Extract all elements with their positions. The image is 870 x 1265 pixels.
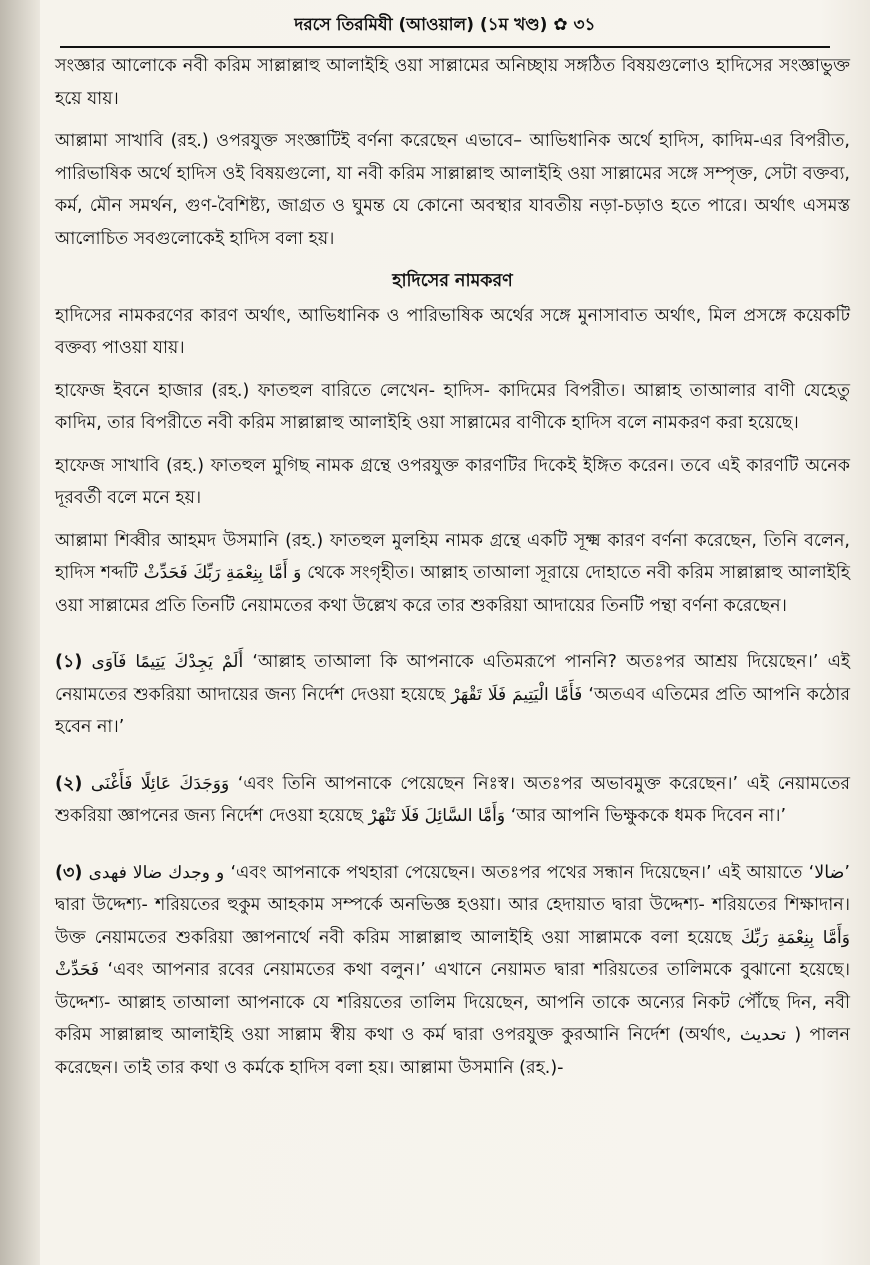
paragraph-1: সংজ্ঞার আলোকে নবী করিম সাল্লাল্লাহু আলাইহি ওয়া সাল্লামের অনিচ্ছায় সঙ্গঠিত বিষয়গুলোও হাদিসের সংজ্ঞাভুক্ত হয়ে যায়। xyxy=(55,56,850,109)
paragraph-5: হাফেজ সাখাবি (রহ.) ফাতহুল মুগিছ নামক গ্রন্থে ওপরযুক্ত কারণটির দিকেই ইঙ্গিত করেন। তবে এই কারণটি অনেক দূরবর্তী বলে মনে হয়। xyxy=(55,455,850,508)
item-number: (২) xyxy=(55,773,83,794)
list-item-2 xyxy=(55,768,850,833)
section-heading: হাদিসের নামকরণ xyxy=(392,271,513,291)
arabic-word: تحديث xyxy=(739,1025,786,1045)
item-text: ‘আল্লাহ তাআলা কি আপনাকে এতিমরূপে পাননি? অতঃপর আশ্রয় দিয়েছেন।’ এই নেয়ামতের শুকরিয়া আদায়ের জন্য নির্দেশ দেওয়া হয়েছে xyxy=(55,652,850,705)
arabic-verse: أَلَمْ يَجِدْكَ يَتِيمًا فَآوَى xyxy=(91,652,244,672)
arabic-verse: فَأَمَّا الْيَتِيمَ فَلَا تَقْهَرْ xyxy=(451,684,583,705)
arabic-quote: وَ أَمَّا بِنِعْمَةِ رَبِّكَ فَحَدِّثْ xyxy=(143,563,302,583)
item-text: ‘এবং আপনাকে পথহারা পেয়েছেন। অতঃপর পথের সন্ধান দিয়েছেন।’ এই আয়াতে ‘ضالا’ দ্বারা উদ্দেশ্য- শরিয়তের হুকুম আহকাম সম্পর্কে অনভিজ্ঞ হওয়া। আর হেদায়াত দ্বারা উদ্দেশ্য- শরিয়তের শিক্ষাদান। উক্ত নেয়ামতের শুকরিয়া জ্ঞাপনার্থে নবী করিম সাল্লাল্লাহু আলাইহি ওয়া সাল্লামকে বলা হয়েছে xyxy=(55,862,850,948)
paragraph-4: হাফেজ ইবনে হাজার (রহ.) ফাতহুল বারিতে লেখেন- হাদিস- কাদিমের বিপরীত। আল্লাহ তাআলার বাণী যেহেতু কাদিম, তার বিপরীতে নবী করিম সাল্লাল্লাহু আলাইহি ওয়া সাল্লামের বাণীকে হাদিস বলে নামকরণ করা হয়েছে। xyxy=(55,380,850,433)
arabic-verse: وَأَمَّا بِنِعْمَةِ رَبِّكَ فَحَدِّثْ xyxy=(55,927,850,980)
arabic-verse: وَوَجَدَكَ عَائِلًا فَأَغْنَى xyxy=(90,773,230,794)
paragraph-3: হাদিসের নামকরণের কারণ অর্থাৎ, আভিধানিক ও পারিভাষিক অর্থের সঙ্গে মুনাসাবাত অর্থাৎ, মিল প্রসঙ্গে কয়েকটি বক্তব্য পাওয়া যায়। xyxy=(55,305,850,358)
page-gutter-shadow xyxy=(0,0,40,1265)
list-item-3 xyxy=(55,857,850,1085)
running-header: দরসে তিরমিযী (আওয়াল) (১ম খণ্ড) ✿ ৩১ xyxy=(60,12,830,48)
paragraph-6 xyxy=(55,525,850,623)
item-text: ‘এবং আপনার রবের নেয়ামতের কথা বলুন।’ এখানে নেয়ামত দ্বারা শরিয়তের তালিমকে বুঝানো হয়েছে। উদ্দেশ্য- আল্লাহ তাআলা আপনাকে যে শরিয়তের তালিম দিয়েছেন, আপনি তাকে অন্যের নিকট পৌঁছে দিন, নবী করিম সাল্লাল্লাহু আলাইহি ওয়া সাল্লাম স্বীয় কথা ও কর্ম দ্বারা ওপরযুক্ত কুরআনি নির্দেশ (অর্থাৎ, xyxy=(55,960,850,1045)
list-item-1 xyxy=(55,646,850,744)
item-text: ‘আর আপনি ভিক্ষুককে ধমক দিবেন না।’ xyxy=(510,806,787,826)
paragraph-2: আল্লামা সাখাবি (রহ.) ওপরযুক্ত সংজ্ঞাটিই বর্ণনা করেছেন এভাবে– আভিধানিক অর্থে হাদিস, কাদিম-এর বিপরীত, পারিভাষিক অর্থে হাদিস ওই বিষয়গুলো, যা নবী করিম সাল্লাল্লাহু আলাইহি ওয়া সাল্লামের সঙ্গে সম্পৃক্ত, সেটা বক্তব্য, কর্ম, মৌন সমর্থন, গুণ-বৈশিষ্ট্য, জাগ্রত ও ঘুমন্ত যে কোনো অবস্থার যাবতীয় নড়া-চড়াও হতে পারে। অর্থাৎ এসমস্ত আলোচিত সবগুলোকেই হাদিস বলা হয়। xyxy=(55,131,850,249)
paragraph-6-text-b: থেকে সংগৃহীত। আল্লাহ তাআলা সূরায়ে দোহাতে নবী করিম সাল্লাল্লাহু আলাইহি ওয়া সাল্লামের প্রতি তিনটি নেয়ামতের কথা উল্লেখ করে তার শুকরিয়া আদায়ের তিনটি পন্থা বর্ণনা করেছেন। xyxy=(55,563,850,616)
page-body xyxy=(55,50,850,1094)
paragraph-6-text-a: আল্লামা শিব্বীর আহমদ উসমানি (রহ.) ফাতহুল মুলহিম নামক গ্রন্থে একটি সূক্ষ্ম কারণ বর্ণনা করেছেন, তিনি বলেন, হাদিস শব্দটি xyxy=(55,530,850,583)
arabic-verse: وَأَمَّا السَّائِلَ فَلَا تَنْهَرْ xyxy=(368,806,506,826)
item-text: ) পালন করেছেন। তাই তার কথা ও কর্মকে হাদিস বলা হয়। আল্লামা উসমানি (রহ.)- xyxy=(55,1025,850,1078)
item-number: (৩) xyxy=(55,862,83,883)
item-text: ‘অতএব এতিমের প্রতি আপনি কঠোর হবেন না।’ xyxy=(55,684,850,737)
item-text: ‘এবং তিনি আপনাকে পেয়েছেন নিঃস্ব। অতঃপর অভাবমুক্ত করেছেন।’ এই নেয়ামতের শুকরিয়া জ্ঞাপনের জন্য নির্দেশ দেওয়া হয়েছে xyxy=(55,773,850,826)
item-number: (১) xyxy=(55,652,83,672)
arabic-verse: و وجدك ضالا فهدى xyxy=(88,862,225,883)
